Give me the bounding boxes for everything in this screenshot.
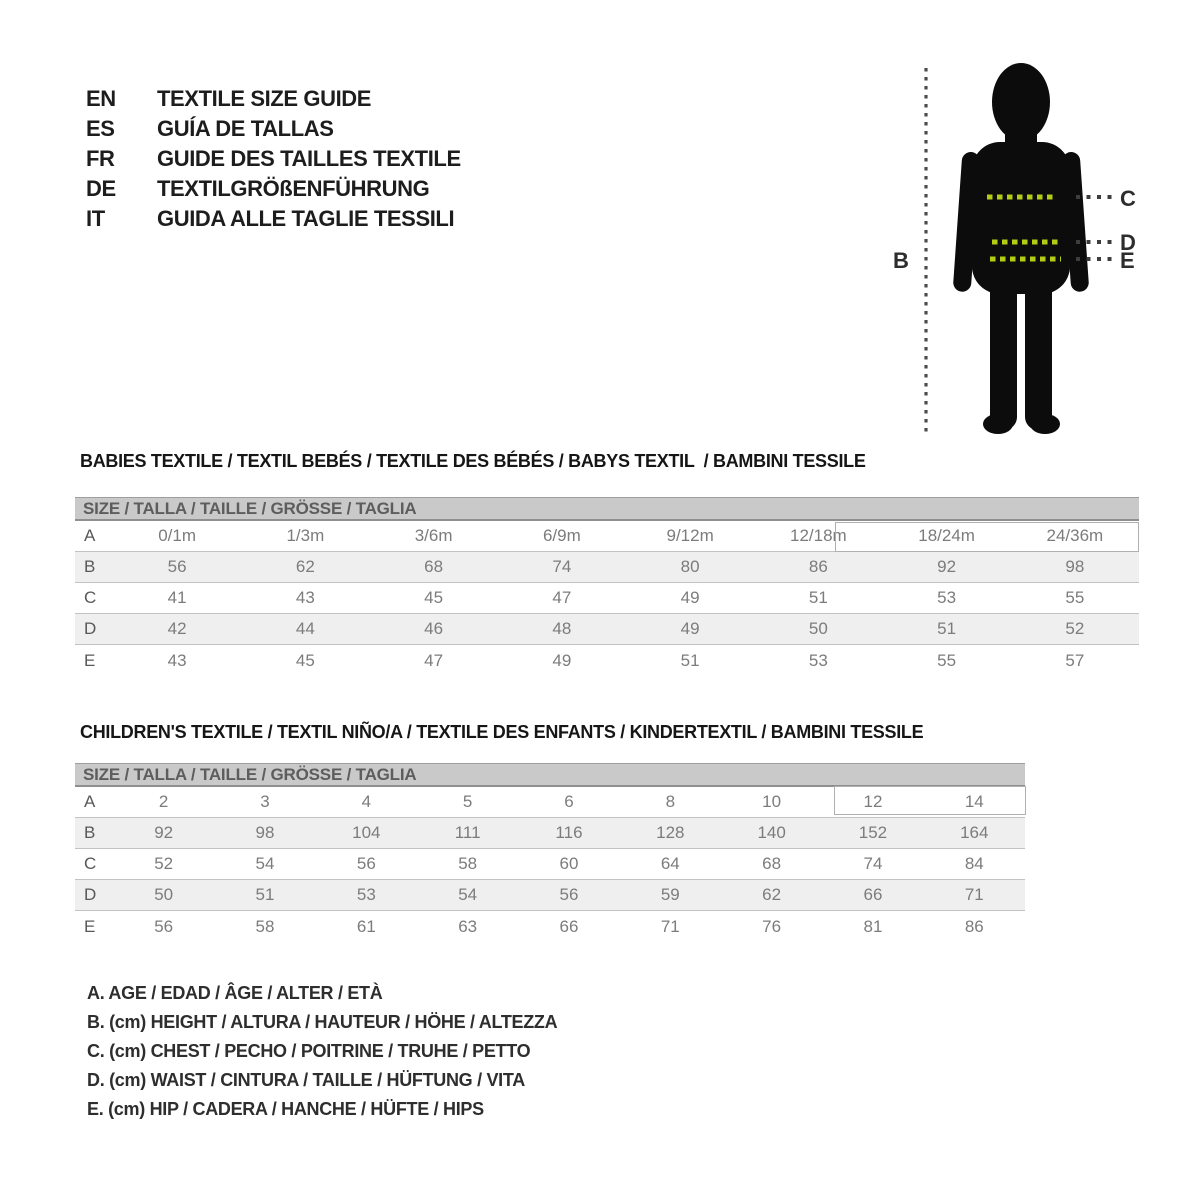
size-value-cell: 66 <box>559 916 579 936</box>
guide-title: GUIDA ALLE TAGLIE TESSILI <box>157 206 455 231</box>
language-code: IT <box>86 206 105 231</box>
children-table-header <box>75 763 1025 787</box>
language-title-list <box>86 84 461 234</box>
size-value-cell: 116 <box>555 823 583 842</box>
size-value-cell: 92 <box>154 823 174 842</box>
size-value-cell: 92 <box>937 557 957 576</box>
language-row <box>86 144 461 174</box>
size-value-cell: 62 <box>295 557 315 576</box>
row-label: E <box>84 916 96 936</box>
language-code: FR <box>86 146 115 171</box>
size-value-cell: 68 <box>762 854 782 873</box>
size-value-cell: 104 <box>352 823 381 842</box>
language-code: EN <box>86 86 116 111</box>
size-table-row-B <box>75 818 1025 849</box>
size-value-cell: 128 <box>656 823 685 842</box>
row-label: A <box>84 526 96 545</box>
child-silhouette <box>953 63 1090 434</box>
size-value-cell: 58 <box>458 854 478 873</box>
size-table-row-C <box>75 583 1139 614</box>
size-value-cell: 46 <box>424 619 444 638</box>
size-value-cell: 86 <box>808 557 828 576</box>
size-value-cell: 84 <box>964 854 984 873</box>
guide-title: TEXTILE SIZE GUIDE <box>157 86 372 111</box>
legend-line-height: B. (cm) HEIGHT / ALTURA / HAUTEUR / HÖHE / ALTEZZA <box>87 1012 558 1032</box>
size-value-cell: 59 <box>660 885 680 904</box>
size-value-cell: 152 <box>858 823 888 842</box>
size-value-cell: 49 <box>680 619 700 638</box>
size-value-cell: 42 <box>167 619 187 638</box>
row-label: A <box>84 792 96 811</box>
babies-table-header <box>75 497 1139 521</box>
size-header-label: SIZE / TALLA / TAILLE / GRÖSSE / TAGLIA <box>83 498 417 518</box>
size-table-row-E <box>75 645 1139 676</box>
size-value-cell: 58 <box>255 916 275 936</box>
size-value-cell: 6/9m <box>542 526 581 545</box>
hip-label: E <box>1120 248 1135 273</box>
size-value-cell: 44 <box>295 619 315 638</box>
size-value-cell: 68 <box>424 557 444 576</box>
size-value-cell: 41 <box>167 588 187 607</box>
size-value-cell: 50 <box>808 619 828 638</box>
size-value-cell: 111 <box>454 823 481 842</box>
row-label: B <box>84 557 96 576</box>
size-value-cell: 24/36m <box>1046 526 1104 545</box>
language-row <box>86 174 461 204</box>
size-value-cell: 56 <box>167 557 187 576</box>
size-value-cell: 3/6m <box>414 526 453 545</box>
chest-label: C <box>1120 186 1136 211</box>
size-value-cell: 54 <box>458 885 478 904</box>
legend-line-hip: E. (cm) HIP / CADERA / HANCHE / HÜFTE / HIPS <box>87 1099 484 1119</box>
babies-section-heading: BABIES TEXTILE / TEXTIL BEBÉS / TEXTILE DES BÉBÉS / BABYS TEXTIL / BAMBINI TESSILE <box>80 451 866 471</box>
size-value-cell: 10 <box>762 792 782 811</box>
size-table-row-D <box>75 614 1139 645</box>
size-value-cell: 53 <box>937 588 957 607</box>
size-value-cell: 71 <box>964 885 984 904</box>
row-label: C <box>84 854 97 873</box>
legend-line-age: A. AGE / EDAD / ÂGE / ALTER / ETÀ <box>87 983 383 1003</box>
size-value-cell: 45 <box>295 650 315 670</box>
size-value-cell: 66 <box>863 885 883 904</box>
size-value-cell: 5 <box>462 792 473 811</box>
guide-title: GUÍA DE TALLAS <box>157 116 334 141</box>
size-value-cell: 80 <box>680 557 700 576</box>
size-table-row-C <box>75 849 1025 880</box>
size-header-label: SIZE / TALLA / TAILLE / GRÖSSE / TAGLIA <box>83 764 417 784</box>
child-silhouette-diagram <box>880 40 1180 460</box>
size-table-row-B <box>75 552 1139 583</box>
size-value-cell: 56 <box>559 885 579 904</box>
size-value-cell: 18/24m <box>918 526 975 545</box>
size-value-cell: 60 <box>559 854 579 873</box>
size-value-cell: 56 <box>154 916 174 936</box>
size-value-cell: 51 <box>937 619 957 638</box>
measurement-legend <box>87 979 557 1124</box>
size-table-row-D <box>75 880 1025 911</box>
size-value-cell: 53 <box>808 650 828 670</box>
row-label: B <box>84 823 96 842</box>
size-value-cell: 48 <box>552 619 572 638</box>
language-row <box>86 84 461 114</box>
guide-title: TEXTILGRÖßENFÜHRUNG <box>157 176 430 201</box>
waist-label: D <box>1120 230 1136 255</box>
size-value-cell: 61 <box>356 916 376 936</box>
size-value-cell: 56 <box>356 854 376 873</box>
size-value-cell: 55 <box>937 650 957 670</box>
size-value-cell: 3 <box>260 792 270 811</box>
size-value-cell: 14 <box>964 792 984 811</box>
size-value-cell: 164 <box>960 823 989 842</box>
size-value-cell: 76 <box>762 916 782 936</box>
height-label: B <box>893 248 909 273</box>
size-value-cell: 47 <box>552 588 572 607</box>
size-value-cell: 43 <box>167 650 187 670</box>
size-value-cell: 74 <box>552 557 572 576</box>
size-value-cell: 62 <box>762 885 782 904</box>
size-value-cell: 2 <box>158 792 169 811</box>
size-value-cell: 45 <box>424 588 444 607</box>
size-value-cell: 57 <box>1065 650 1085 670</box>
size-value-cell: 47 <box>424 650 444 670</box>
row-label: D <box>84 619 97 638</box>
size-value-cell: 140 <box>757 823 786 842</box>
size-value-cell: 86 <box>964 916 984 936</box>
size-value-cell: 12/18m <box>790 526 847 545</box>
size-value-cell: 6 <box>564 792 574 811</box>
size-value-cell: 52 <box>154 854 174 873</box>
size-value-cell: 49 <box>680 588 700 607</box>
size-value-cell: 49 <box>552 650 572 670</box>
size-value-cell: 54 <box>255 854 275 873</box>
size-value-cell: 71 <box>660 916 680 936</box>
row-label: E <box>84 650 96 670</box>
babies-selected-sizes-box <box>835 522 1139 552</box>
size-value-cell: 1/3m <box>286 526 325 545</box>
children-section-heading: CHILDREN'S TEXTILE / TEXTIL NIÑO/A / TEXTILE DES ENFANTS / KINDERTEXTIL / BAMBINI TESSILE <box>80 722 924 742</box>
row-label: D <box>84 885 97 904</box>
size-value-cell: 0/1m <box>158 526 197 545</box>
size-value-cell: 52 <box>1065 619 1085 638</box>
row-label: C <box>84 588 97 607</box>
size-value-cell: 63 <box>458 916 478 936</box>
language-code: DE <box>86 176 116 201</box>
children-selected-sizes-box <box>834 786 1026 815</box>
legend-line-chest: C. (cm) CHEST / PECHO / POITRINE / TRUHE / PETTO <box>87 1041 531 1061</box>
language-row <box>86 114 461 144</box>
size-value-cell: 53 <box>356 885 376 904</box>
size-value-cell: 51 <box>808 588 828 607</box>
size-value-cell: 98 <box>255 823 275 842</box>
size-value-cell: 43 <box>295 588 315 607</box>
size-value-cell: 12 <box>863 792 883 811</box>
size-value-cell: 4 <box>361 792 372 811</box>
guide-title: GUIDE DES TAILLES TEXTILE <box>157 146 461 171</box>
size-table-row-E <box>75 911 1025 942</box>
size-value-cell: 8 <box>665 792 676 811</box>
size-value-cell: 98 <box>1065 557 1085 576</box>
language-code: ES <box>86 116 115 141</box>
language-row <box>86 204 461 234</box>
size-value-cell: 50 <box>154 885 174 904</box>
size-value-cell: 51 <box>255 885 275 904</box>
size-value-cell: 81 <box>863 916 883 936</box>
size-value-cell: 9/12m <box>666 526 714 545</box>
legend-line-waist: D. (cm) WAIST / CINTURA / TAILLE / HÜFTUNG / VITA <box>87 1070 525 1090</box>
size-value-cell: 55 <box>1065 588 1085 607</box>
size-value-cell: 74 <box>863 854 883 873</box>
size-value-cell: 51 <box>680 650 700 670</box>
size-value-cell: 64 <box>660 854 680 873</box>
child-measurement-figure <box>880 40 1180 460</box>
